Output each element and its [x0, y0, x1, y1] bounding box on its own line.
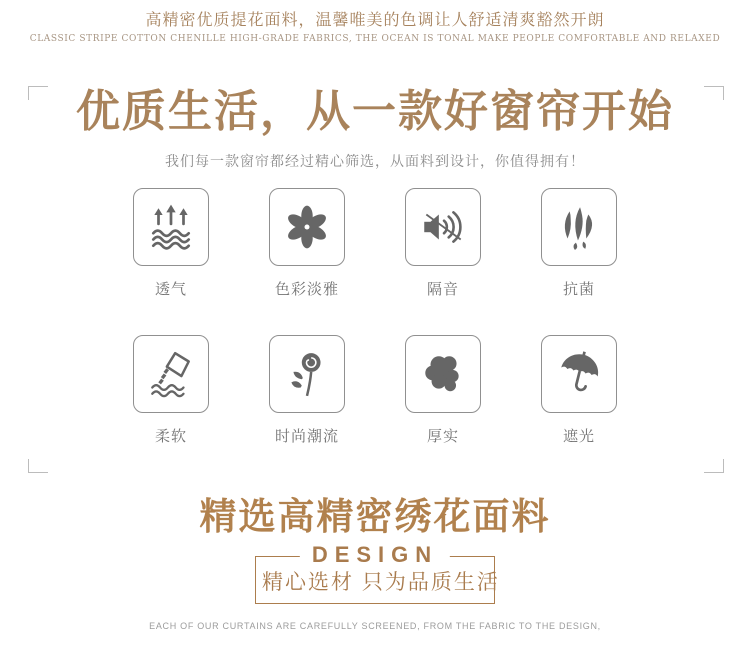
feature-box	[133, 335, 209, 413]
breathable-icon	[146, 202, 196, 252]
feature-label: 透气	[154, 280, 187, 298]
feature-box	[133, 188, 209, 266]
corner-bracket-bottom-left	[28, 459, 48, 473]
feature-soft	[133, 335, 209, 447]
feature-row-1	[0, 188, 750, 300]
corner-bracket-top-right	[704, 86, 724, 100]
footer-caption: EACH OF OUR CURTAINS ARE CAREFULLY SCREENED, FROM THE FABRIC TO THE DESIGN,	[149, 621, 601, 632]
feature-label: 柔软	[154, 427, 187, 445]
thick-cluster-icon	[418, 349, 468, 399]
corner-bracket-top-left	[28, 86, 48, 100]
feature-label: 色彩淡雅	[274, 280, 339, 298]
feature-blackout	[541, 335, 617, 447]
page-header	[0, 0, 750, 44]
hero-subtitle: 我们每一款窗帘都经过精心筛选，从面料到设计，你值得拥有！	[165, 152, 585, 169]
design-slogan: 精心选材 只为品质生活	[262, 571, 500, 595]
feature-box	[541, 335, 617, 413]
header-subtitle: CLASSIC STRIPE COTTON CHENILLE HIGH-GRADE FABRICS, THE OCEAN IS TONAL MAKE PEOPLE COMFORTABLE AND RELAXED	[29, 34, 721, 44]
feature-label: 隔音	[426, 280, 459, 298]
soft-pouring-icon	[146, 349, 196, 399]
fashion-rose-icon	[282, 349, 332, 399]
feature-thick	[405, 335, 481, 447]
feature-label: 时尚潮流	[274, 427, 339, 445]
feature-label: 遮光	[562, 427, 595, 445]
feature-elegant-color	[269, 188, 345, 300]
feature-breathable	[133, 188, 209, 300]
elegant-color-flower-icon	[282, 202, 332, 252]
blackout-umbrella-icon	[554, 349, 604, 399]
sound-insulation-icon	[418, 202, 468, 252]
feature-fashion	[269, 335, 345, 447]
feature-antibacterial	[541, 188, 617, 300]
feature-label: 厚实	[426, 427, 459, 445]
hero-title: 优质生活，从一款好窗帘开始	[76, 86, 674, 137]
feature-grid	[0, 188, 750, 447]
feature-box	[269, 335, 345, 413]
antibacterial-leaf-icon	[554, 202, 604, 252]
header-title: 高精密优质提花面料，温馨唯美的色调让人舒适清爽豁然开朗	[145, 10, 605, 29]
feature-box	[405, 335, 481, 413]
feature-sound-insulation	[405, 188, 481, 300]
corner-bracket-bottom-right	[704, 459, 724, 473]
design-box	[255, 542, 500, 604]
footer-heading: 精选高精密绣花面料	[199, 495, 551, 537]
feature-box	[405, 188, 481, 266]
feature-box	[269, 188, 345, 266]
feature-row-2	[0, 335, 750, 447]
design-label: DESIGN	[300, 542, 450, 568]
feature-label: 抗菌	[562, 280, 595, 298]
feature-box	[541, 188, 617, 266]
